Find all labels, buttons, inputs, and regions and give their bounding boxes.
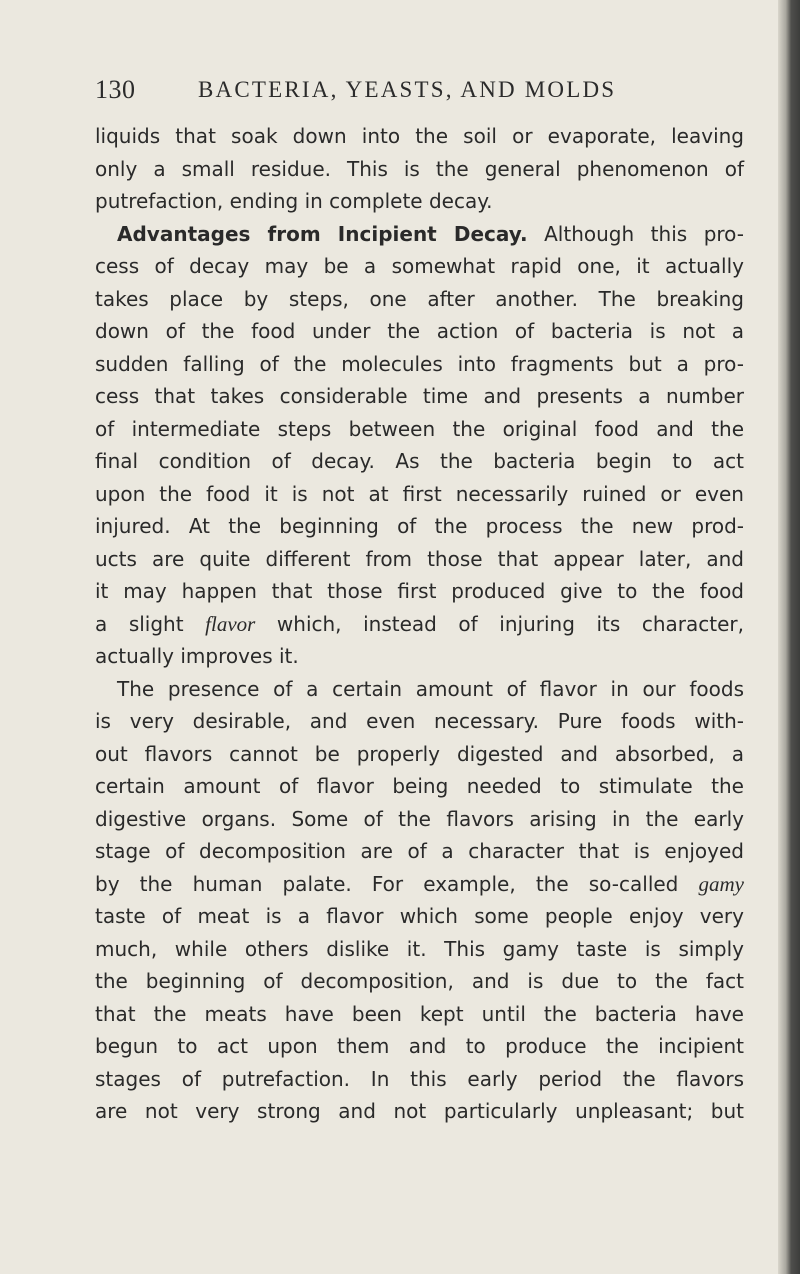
- text-line: it may happen that those first produced give to the food: [95, 579, 744, 603]
- text-line: down of the food under the action of bacteria is not a: [95, 319, 744, 343]
- text-line: actually improves it.: [95, 644, 299, 668]
- running-head: [95, 72, 655, 112]
- text-line: takes place by steps, one after another. The breaking: [95, 286, 744, 311]
- text-line: is very desirable, and even necessary. Pure foods with-: [95, 709, 744, 733]
- text-fragment: by the human palate. For example, the so-called: [95, 871, 679, 896]
- section-heading: Advantages from Incipient Decay.: [117, 221, 528, 246]
- text-line: stages of putrefaction. In this early period the flavors: [95, 1066, 744, 1091]
- text-line: cess that takes considerable time and presents a number: [95, 384, 744, 408]
- text-line: [95, 868, 744, 901]
- body-text: [95, 120, 744, 1240]
- page-number: 130: [95, 75, 136, 104]
- text-line: certain amount of flavor being needed to stimulate the: [95, 774, 744, 798]
- text-line: final condition of decay. As the bacteria begin to act: [95, 449, 744, 473]
- text-fragment: which, instead of injuring its character,: [276, 611, 744, 636]
- italic-term: gamy: [698, 871, 744, 896]
- text-line: begun to act upon them and to produce the incipient: [95, 1034, 744, 1058]
- text-line: only a small residue. This is the general phenomenon of: [95, 156, 744, 181]
- text-line: taste of meat is a flavor which some people enjoy very: [95, 904, 744, 928]
- text-line: putrefaction, ending in complete decay.: [95, 189, 493, 213]
- text-line: [95, 608, 744, 641]
- text-line: the beginning of decomposition, and is due to the fact: [95, 969, 744, 993]
- text-line: are not very strong and not particularly unpleasant; but: [95, 1099, 744, 1123]
- text-line: The presence of a certain amount of flavor in our foods: [117, 676, 744, 701]
- text-line: cess of decay may be a somewhat rapid one, it actually: [95, 254, 744, 278]
- text-fragment: a slight: [95, 611, 184, 636]
- text-line: out flavors cannot be properly digested and absorbed, a: [95, 741, 744, 766]
- text-fragment: Although this pro-: [544, 221, 744, 246]
- text-line: [95, 218, 744, 251]
- text-line: that the meats have been kept until the bacteria have: [95, 1001, 744, 1026]
- text-line: upon the food it is not at first necessarily ruined or even: [95, 481, 744, 506]
- text-line: stage of decomposition are of a character that is enjoyed: [95, 839, 744, 863]
- text-line: of intermediate steps between the original food and the: [95, 416, 744, 441]
- running-head-title: BACTERIA, YEASTS, AND MOLDS: [198, 77, 617, 102]
- page-edge-shadow: [778, 0, 800, 1274]
- text-line: sudden falling of the molecules into fragments but a pro-: [95, 351, 744, 376]
- text-line: ucts are quite different from those that appear later, and: [95, 546, 744, 571]
- italic-term: flavor: [205, 611, 256, 636]
- text-line: digestive organs. Some of the flavors arising in the early: [95, 806, 744, 831]
- text-line: much, while others dislike it. This gamy taste is simply: [95, 936, 744, 961]
- text-line: liquids that soak down into the soil or evaporate, leaving: [95, 124, 744, 148]
- text-line: injured. At the beginning of the process the new prod-: [95, 514, 744, 538]
